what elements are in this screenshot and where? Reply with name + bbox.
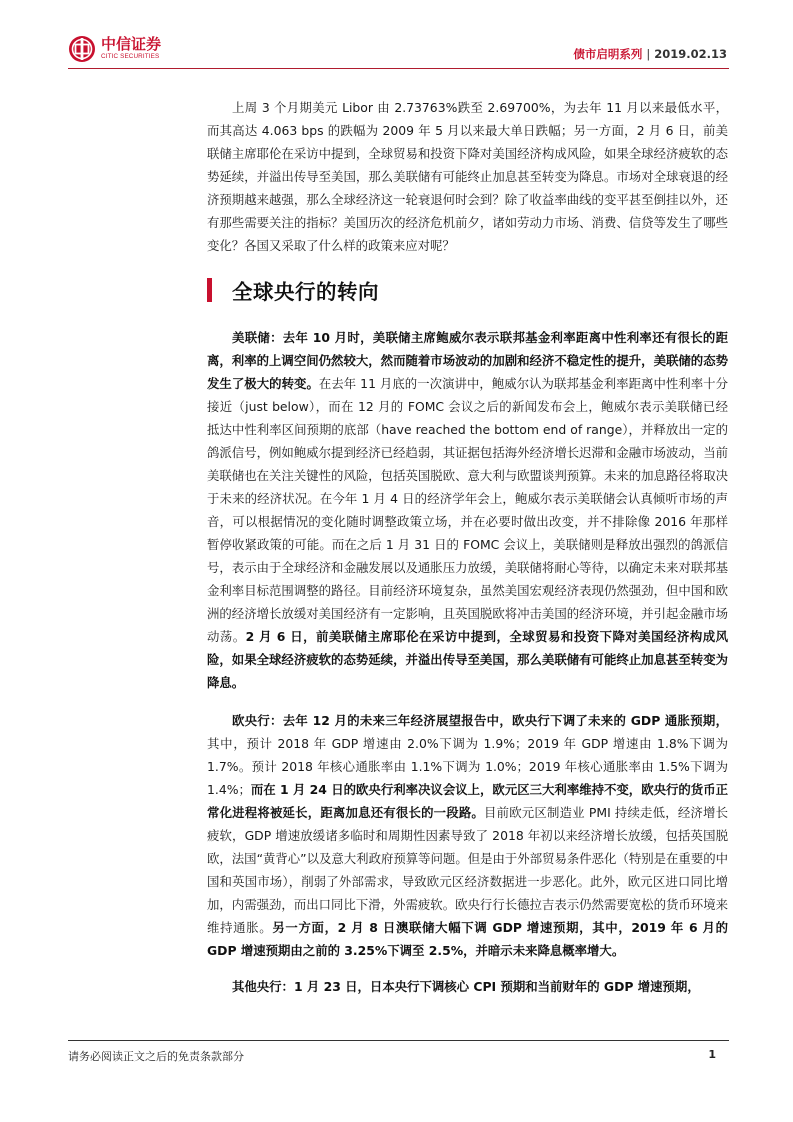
fed-paragraph — [207, 326, 728, 694]
footer-divider — [68, 1040, 729, 1041]
other-bold-lead: 其他央行：1 月 23 日，日本央行下调核心 CPI 预期和当前财年的 GDP 增速预期， — [232, 979, 700, 994]
section-heading-bar — [207, 278, 212, 302]
logo-chinese-name: 中信证券 — [101, 35, 162, 54]
ecb-body-1: 其中，预计 2018 年 GDP 增速由 2.0%下调为 1.9%；2019 年 GDP 增速由 1.8%下调为 1.7%。预计 2018 年核心通胀率由 1.1%下调为 1.0%；2019 年核心通胀率由 1.5%下调为 1.4%； — [207, 736, 728, 797]
section-title: 全球央行的转向 — [232, 280, 379, 304]
header-separator: | — [646, 47, 651, 61]
ecb-bold-mid: 而在 1 月 24 日的欧央行利率决议会议上，欧元区三大利率维持不变，欧央行的货币正常化进程将被延长，距离加息还有很长的一段路。 — [207, 782, 728, 820]
page-number: 1 — [708, 1048, 716, 1061]
section-heading — [207, 276, 379, 304]
citic-logo — [68, 34, 161, 64]
page-header — [68, 34, 729, 68]
report-series: 债市启明系列 — [573, 47, 643, 61]
intro-paragraph: 上周 3 个月期美元 Libor 由 2.73763%跌至 2.69700%，为去年 11 月以来最低水平，而其高达 4.063 bps 的跌幅为 2009 年 5 月以来最大单日跌幅；另一方面，2 月 6 日，前美联储主席耶伦在采访中提到，全球贸易和投资下降对美国经济构成风险，如果全球经济疲软的态势延续，并溢出传导至美国，那么美联储有可能终止加息甚至转变为降息。市场对全球衰退的经济预期越来越强，那么全球经济这一轮衰退何时会到？除了收益率曲线的变平甚至倒挂以外，还有那些需要关注的指标？美国历次的经济危机前夕，诸如劳动力市场、消费、信贷等发生了哪些变化？各国又采取了什么样的政策来应对呢？ — [207, 100, 728, 253]
report-date: 2019.02.13 — [654, 47, 727, 61]
fed-bold-tail: 2 月 6 日，前美联储主席耶伦在采访中提到，全球贸易和投资下降对美国经济构成风险，如果全球经济疲软的态势延续，并溢出传导至美国，那么美联储有可能终止加息甚至转变为降息。 — [207, 629, 728, 690]
intro-block — [207, 96, 728, 257]
ecb-bold-tail: 另一方面，2 月 8 日澳联储大幅下调 GDP 增速预期，其中，2019 年 6 月的 GDP 增速预期由之前的 3.25%下调至 2.5%，并暗示未来降息概率增大。 — [207, 920, 729, 958]
fed-body: 在去年 11 月底的一次演讲中，鲍威尔认为联邦基金利率距离中性利率十分接近（just below），而在 12 月的 FOMC 会议之后的新闻发布会上，鲍威尔表示美联储已经抵达中性利率区间预期的底部（have reached the bottom end of range），并释放出一定的鸽派信号，例如鲍威尔提到经济已经趋弱，其证据包括海外经济增长迟滞和金融市场波动，当前美联储也在关注关键性的风险，包括英国脱欧、意大利与欧盟谈判预算。未来的加息路径将取决于未来的经济状况。在今年 1 月 4 日的经济学年会上，鲍威尔表示美联储会认真倾听市场的声音，可以根据情况的变化随时调整政策立场，并在必要时做出改变，并不排除像 2016 年那样暂停收紧政策的可能。而在之后 1 月 31 日的 FOMC 会议上，美联储则是释放出强烈的鸽派信号，表示由于全球经济和金融发展以及通胀压力放缓，美联储将耐心等待，以确定未来对联邦基金利率目标范围调整的路径。目前经济环境复杂，虽然美国宏观经济表现仍然强劲，但中国和欧洲的经济增长放缓对美国经济有一定影响，且英国脱欧将冲击美国的经济环境，并引起金融市场动荡。 — [207, 376, 729, 644]
citic-logo-icon — [68, 35, 96, 63]
ecb-paragraph — [207, 709, 728, 962]
other-paragraph — [207, 975, 728, 998]
header-meta — [573, 46, 727, 62]
fed-bold-lead: 美联储：去年 10 月时，美联储主席鲍威尔表示联邦基金利率距离中性利率还有很长的距离，利率的上调空间仍然较大，然而随着市场波动的加剧和经济不稳定性的提升，美联储的态势发生了极大的转变。 — [207, 330, 728, 391]
ecb-bold-lead: 欧央行：去年 12 月的未来三年经济展望报告中，欧央行下调了未来的 GDP 通胀预期， — [232, 713, 728, 728]
body-block — [207, 326, 728, 998]
logo-english-name: CITIC SECURITIES — [101, 53, 160, 61]
footer-disclaimer: 请务必阅读正文之后的免责条款部分 — [68, 1050, 244, 1063]
header-divider — [68, 68, 729, 69]
ecb-body-2: 目前欧元区制造业 PMI 持续走低，经济增长疲软，GDP 增速放缓诸多临时和周期性因素导致了 2018 年初以来经济增长放缓，包括英国脱欧，法国“黄背心”以及意大利政府预算等问题。但是由于外部贸易条件恶化（特别是在重要的中国和英国市场），削弱了外部需求，导致欧元区经济数据进一步恶化。此外，欧元区进口同比增加，内需强劲，而出口同比下滑，外需疲软。欧央行行长德拉吉表示仍然需要宽松的货币环境来维持通胀。 — [207, 805, 728, 935]
